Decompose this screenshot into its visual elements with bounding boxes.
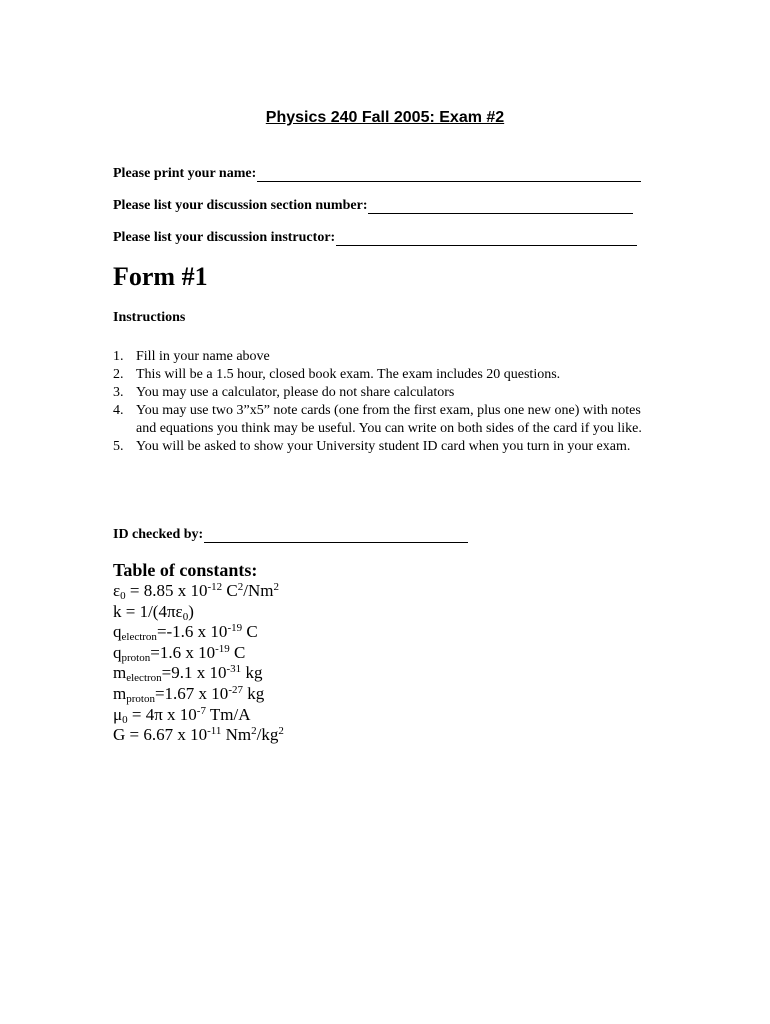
constant-value: ) <box>188 601 194 621</box>
instruction-item <box>113 402 653 438</box>
instruction-number: 3. <box>113 385 124 400</box>
constant-exponent: -19 <box>227 622 243 635</box>
constant-symbol: μ <box>113 704 123 724</box>
instruction-number: 2. <box>113 367 124 382</box>
constant-unit-exponent: 2 <box>237 581 244 593</box>
instruction-item <box>113 348 653 366</box>
constant-unit: Nm <box>221 725 252 745</box>
name-label: Please print your name: <box>113 166 257 181</box>
constant-epsilon0 <box>113 581 284 602</box>
constant-value: =-1.6 x 10 <box>156 622 228 642</box>
constant-unit: kg <box>241 663 263 683</box>
name-field <box>113 166 641 182</box>
constant-q-electron <box>113 622 284 643</box>
constant-unit: /Nm <box>243 581 274 600</box>
constant-exponent: -27 <box>228 683 243 696</box>
constant-symbol: m <box>113 663 127 683</box>
instruction-text: Fill in your name above <box>136 349 270 364</box>
instruction-text: You will be asked to show your University student ID card when you turn in your exam. <box>136 439 631 454</box>
instruction-number: 4. <box>113 403 124 418</box>
constant-symbol: q <box>113 642 122 662</box>
constant-value: = 6.67 x 10 <box>125 725 208 745</box>
name-blank-line[interactable] <box>257 167 641 182</box>
constant-mu0 <box>113 705 284 726</box>
instructions-list <box>113 348 653 456</box>
constant-symbol: q <box>113 622 122 642</box>
constant-k <box>113 602 284 623</box>
constant-subscript: proton <box>126 692 155 705</box>
constant-unit: kg <box>242 683 265 703</box>
instructions-heading: Instructions <box>113 310 186 325</box>
section-label: Please list your discussion section number: <box>113 198 368 213</box>
instructor-field <box>113 230 637 246</box>
section-blank-line[interactable] <box>368 199 633 214</box>
exam-title-text: Physics 240 Fall 2005: Exam #2 <box>265 109 505 126</box>
constant-unit: C <box>222 581 238 600</box>
id-checked-blank-line[interactable] <box>204 528 468 543</box>
instruction-text: You may use a calculator, please do not share calculators <box>136 385 455 400</box>
id-checked-label: ID checked by: <box>113 527 204 542</box>
constant-value: = 4π x 10 <box>127 704 197 724</box>
constant-unit-exponent: 2 <box>251 725 257 738</box>
constant-exponent: -7 <box>196 704 206 717</box>
exam-title <box>0 109 770 127</box>
constant-unit: C <box>242 622 258 642</box>
constant-value: =1.6 x 10 <box>150 642 216 662</box>
form-heading: Form #1 <box>113 262 208 291</box>
constant-exponent: -31 <box>226 663 242 676</box>
constant-subscript: 0 <box>182 610 189 623</box>
constant-symbol: m <box>113 683 127 703</box>
instruction-item <box>113 384 653 402</box>
constant-subscript: electron <box>126 672 162 685</box>
constant-unit: Tm/A <box>205 704 251 724</box>
constant-g <box>113 725 284 746</box>
constant-value: =9.1 x 10 <box>161 663 227 683</box>
constant-m-proton <box>113 684 284 705</box>
constant-subscript: electron <box>121 631 157 644</box>
constant-subscript: 0 <box>122 713 128 726</box>
constants-table <box>113 581 284 746</box>
instructor-blank-line[interactable] <box>336 231 637 246</box>
instruction-number: 1. <box>113 349 124 364</box>
constant-unit-exponent: 2 <box>278 725 284 738</box>
constant-symbol: ε <box>113 581 121 600</box>
constant-value: = 8.85 x 10 <box>125 581 208 600</box>
instruction-text: You may use two 3”x5” note cards (one from the first exam, plus one new one) with notes and equations you think may be useful. You can write on both sides of the card if you like. <box>136 403 642 436</box>
constant-value: =1.67 x 10 <box>154 683 229 703</box>
section-field <box>113 198 633 214</box>
constants-heading: Table of constants: <box>113 560 258 580</box>
constant-unit: /kg <box>256 725 279 745</box>
constant-m-electron <box>113 663 284 684</box>
instruction-number: 5. <box>113 439 124 454</box>
constant-exponent: -11 <box>207 725 222 738</box>
constant-exponent: -19 <box>215 642 230 655</box>
instruction-text: This will be a 1.5 hour, closed book exam. The exam includes 20 questions. <box>136 367 561 382</box>
instructor-label: Please list your discussion instructor: <box>113 230 336 245</box>
constant-q-proton <box>113 643 284 664</box>
constant-subscript: proton <box>121 651 151 664</box>
instruction-item <box>113 438 653 456</box>
constant-symbol: G <box>113 725 126 745</box>
constant-unit: C <box>229 642 246 662</box>
constant-exponent: -12 <box>207 581 223 593</box>
constant-unit-exponent: 2 <box>273 581 279 593</box>
id-checked-field <box>113 527 468 543</box>
constant-value: k = 1/(4πε <box>113 601 183 621</box>
constant-subscript: 0 <box>120 590 126 602</box>
instruction-item <box>113 366 653 384</box>
